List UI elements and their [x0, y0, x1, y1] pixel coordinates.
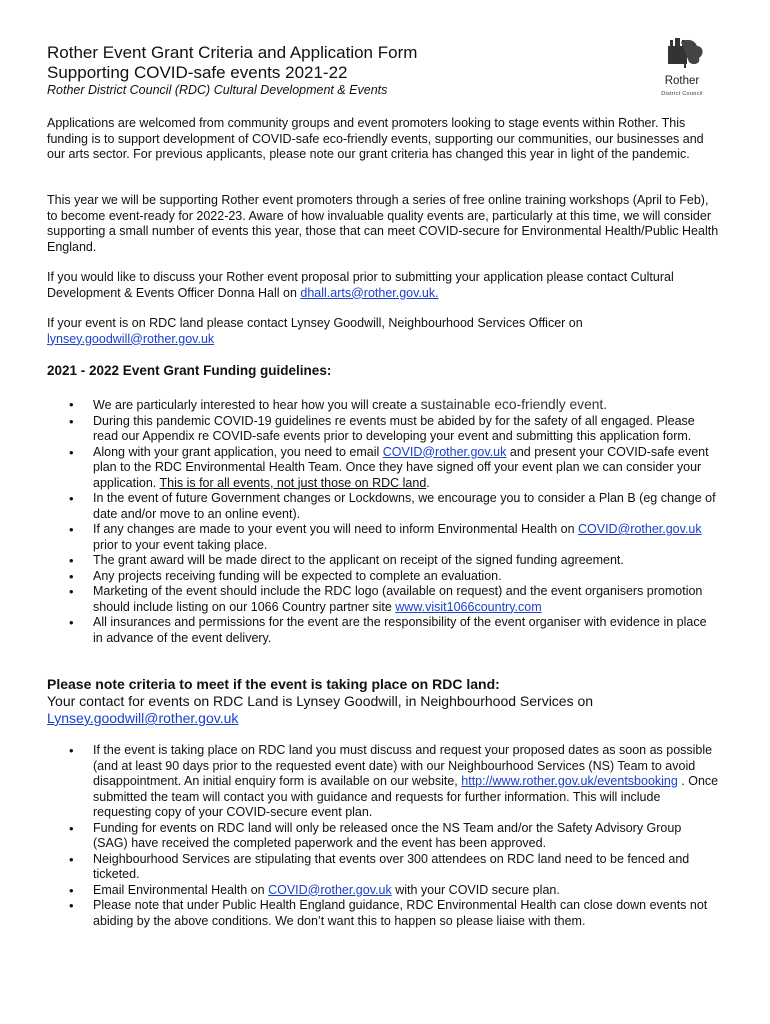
title-line-1: Rother Event Grant Criteria and Application Form	[47, 43, 418, 62]
list-item: • Neighbourhood Services are stipulating that events over 300 attendees on RDC land need to be fenced and ticketed.	[47, 852, 719, 883]
list-item	[47, 883, 719, 899]
bullet-text: If the event is taking place on RDC land you must discuss and request your proposed dates as soon as possible (and at least 90 days prior to the requested event date) with our Neighbourhood Services (NS) Team to avoid disappointment. An initial enquiry form is available on our website,	[93, 743, 713, 788]
covid-email-link[interactable]: COVID@rother.gov.uk	[578, 522, 702, 536]
bullet-text: Marketing of the event should include the RDC logo (available on request) and the event organisers promotion should include listing on our 1066 Country partner site	[93, 584, 703, 614]
rdc-land-contact-text: Your contact for events on RDC Land is Lynsey Goodwill, in Neighbourhood Services on	[47, 693, 594, 709]
underlined-note: This is for all events, not just those on RDC land	[159, 475, 427, 490]
bullet-text: .	[426, 475, 430, 490]
bullet-text: If any changes are made to your event you will need to inform Environmental Health on	[93, 522, 578, 536]
rdc-land-contact-text: If your event is on RDC land please contact Lynsey Goodwill, Neighbourhood Services Officer on	[47, 316, 583, 330]
lynsey-goodwill-email-link[interactable]: lynsey.goodwill@rother.gov.uk	[47, 331, 215, 346]
guidelines-list	[47, 397, 719, 646]
intro-paragraph-1: Applications are welcomed from community groups and event promoters looking to stage events within Rother. This funding is to support development of COVID-safe eco-friendly events, supporting our communities, our businesses and our arts sector. For previous applicants, please note our grant criteria has changed this year in light of the pandemic.	[47, 116, 704, 161]
list-item: • Please note that under Public Health England guidance, RDC Environmental Health can close down events not abiding by the above conditions. We don’t want this to happen so please liaise with them.	[47, 898, 719, 929]
list-item: • All insurances and permissions for the event are the responsibility of the event organiser with evidence in place in advance of the event delivery.	[47, 615, 719, 646]
bullet-text: Along with your grant application, you need to email	[93, 444, 383, 459]
covid-email-link[interactable]: COVID@rother.gov.uk	[268, 882, 392, 897]
list-item: • Any projects receiving funding will be expected to complete an evaluation.	[47, 569, 719, 585]
intro-paragraph-2: This year we will be supporting Rother event promoters through a series of free online training workshops (April to Feb), to become event-ready for 2022-23. Aware of how invaluable quality events are, particularly at this time, we will consider supporting a small number of events this year, those that can meet COVID-secure for Environmental Health/Public Health England.	[47, 193, 719, 254]
list-item	[47, 584, 719, 615]
bullet-text: prior to your event taking place.	[93, 537, 268, 552]
document-subtitle: Rother District Council (RDC) Cultural Development & Events	[47, 83, 388, 97]
bullet-text: . Once submitted the team will contact you with guidance and requests for further information. This will include requesting copy of your COVID-secure event plan.	[93, 774, 719, 819]
bullet-text: with your COVID secure plan.	[391, 882, 560, 897]
rdc-land-criteria-list	[47, 743, 719, 929]
rdc-land-heading: Please note criteria to meet if the event is taking place on RDC land:	[47, 676, 500, 692]
bullet-emphasis: sustainable eco-friendly event.	[420, 397, 608, 412]
list-item	[47, 743, 719, 821]
list-item	[47, 397, 719, 414]
list-item: • In the event of future Government changes or Lockdowns, we encourage you to consider a Plan B (eg change of date and/or move to an online event).	[47, 491, 719, 522]
bullet-text: Email Environmental Health on	[93, 882, 269, 897]
covid-email-link[interactable]: COVID@rother.gov.uk	[382, 444, 507, 459]
lynsey-goodwill-email-link[interactable]: Lynsey.goodwill@rother.gov.uk	[47, 710, 239, 726]
list-item: • The grant award will be made direct to the applicant on receipt of the signed funding agreement.	[47, 553, 719, 569]
list-item: • Funding for events on RDC land will only be released once the NS Team and/or the Safety Advisory Group (SAG) have received the completed paperwork and the event has been approved.	[47, 821, 719, 852]
visit1066-link[interactable]: www.visit1066country.com	[395, 599, 542, 614]
donna-hall-email-link[interactable]: dhall.arts@rother.gov.uk.	[300, 285, 439, 300]
document-title	[47, 43, 417, 83]
list-item: • During this pandemic COVID-19 guidelines re events must be abided by for the safety of all engaged. Please read our Appendix re COVID-safe events prior to developing your event and submitting this application form.	[47, 414, 719, 445]
rdc-land-section-header	[47, 676, 727, 727]
guidelines-heading: 2021 - 2022 Event Grant Funding guidelines:	[47, 363, 332, 378]
list-item	[47, 445, 719, 492]
contact-text: If you would like to discuss your Rother event proposal prior to submitting your application please contact Cultural Development & Events Officer Donna Hall on	[47, 270, 674, 300]
intro-paragraph-4	[47, 316, 722, 347]
title-line-2: Supporting COVID-safe events 2021-22	[47, 63, 348, 82]
intro-paragraph-3	[47, 270, 722, 301]
events-booking-link[interactable]: http://www.rother.gov.uk/eventsbooking	[461, 774, 678, 788]
list-item	[47, 522, 719, 553]
logo-subtitle: District Council	[661, 91, 703, 97]
logo-wordmark: Rother	[664, 75, 700, 87]
bullet-text: We are particularly interested to hear how you will create a	[93, 398, 421, 412]
bullet-text: and present your COVID-safe event plan to the RDC Environmental Health Team. Once they have signed off your event plan we can consider your application.	[93, 444, 709, 490]
